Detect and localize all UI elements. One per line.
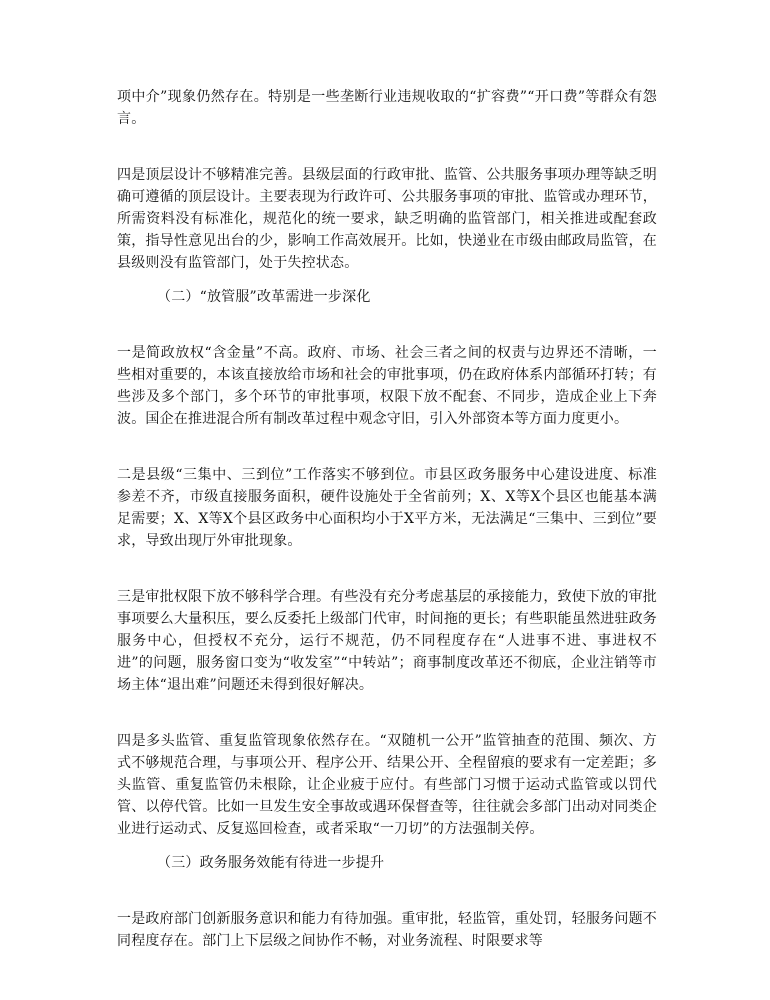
section-heading: （二）“放管服”改革需进一步深化 xyxy=(157,289,371,305)
section-heading: （三）政务服务效能有待进一步提升 xyxy=(157,855,385,871)
paragraph: 三是审批权限下放不够科学合理。有些没有充分考虑基层的承接能力，致使下放的审批事项要么大量积压，要么反委托上级部门代审，时间拖的更长；有些职能虽然进驻政务服务中心，但授权不充分，运行不规范，仍不同程度存在“人进事不进、事进权不进”的问题，服务窗口变为“收发室”“中转站”；商事制度改革还不彻底，企业注销等市场主体“退出难”问题还未得到很好解决。 xyxy=(117,589,657,693)
paragraph: 四是顶层设计不够精准完善。县级层面的行政审批、监管、公共服务事项办理等缺乏明确可遵循的顶层设计。主要表现为行政许可、公共服务事项的审批、监管或办理环节，所需资料没有标准化，规范化的统一要求，缺乏明确的监管部门，相关推进或配套政策，指导性意见出台的少，影响工作高效展开。比如，快递业在市级由邮政局监管，在县级则没有监管部门，处于失控状态。 xyxy=(117,167,657,271)
document-body xyxy=(117,86,657,986)
paragraph: 项中介”现象仍然存在。特别是一些垄断行业违规收取的“扩容费”“开口费”等群众有怨言。 xyxy=(117,89,657,127)
paragraph: 一是简政放权“含金量”不高。政府、市场、社会三者之间的权责与边界还不清晰，一些相对重要的，本该直接放给市场和社会的审批事项，仍在政府体系内部循环打转；有些涉及多个部门，多个环节的审批事项，权限下放不配套、不同步，造成企业上下奔波。国企在推进混合所有制改革过程中观念守旧，引入外部资本等方面力度更小。 xyxy=(117,345,657,427)
paragraph: 一是政府部门创新服务意识和能力有待加强。重审批，轻监管，重处罚，轻服务问题不同程度存在。部门上下层级之间协作不畅，对业务流程、时限要求等 xyxy=(117,911,657,949)
paragraph: 四是多头监管、重复监管现象依然存在。“双随机一公开”监管抽查的范围、频次、方式不够规范合理，与事项公开、程序公开、结果公开、全程留痕的要求有一定差距；多头监管、重复监管仍未根除，让企业疲于应付。有些部门习惯于运动式监管或以罚代管、以停代管。比如一旦发生安全事故或遇环保督查等，往往就会多部门出动对同类企业进行运动式、反复巡回检查，或者采取“一刀切”的方法强制关停。 xyxy=(117,733,657,837)
paragraph: 二是县级“三集中、三到位”工作落实不够到位。市县区政务服务中心建设进度、标准参差不齐，市级直接服务面积，硬件设施处于全省前列；X、X等X个县区也能基本满足需要；X、X等X个县区政务中心面积均小于X平方米，无法满足“三集中、三到位”要求，导致出现厅外审批现象。 xyxy=(117,467,657,549)
